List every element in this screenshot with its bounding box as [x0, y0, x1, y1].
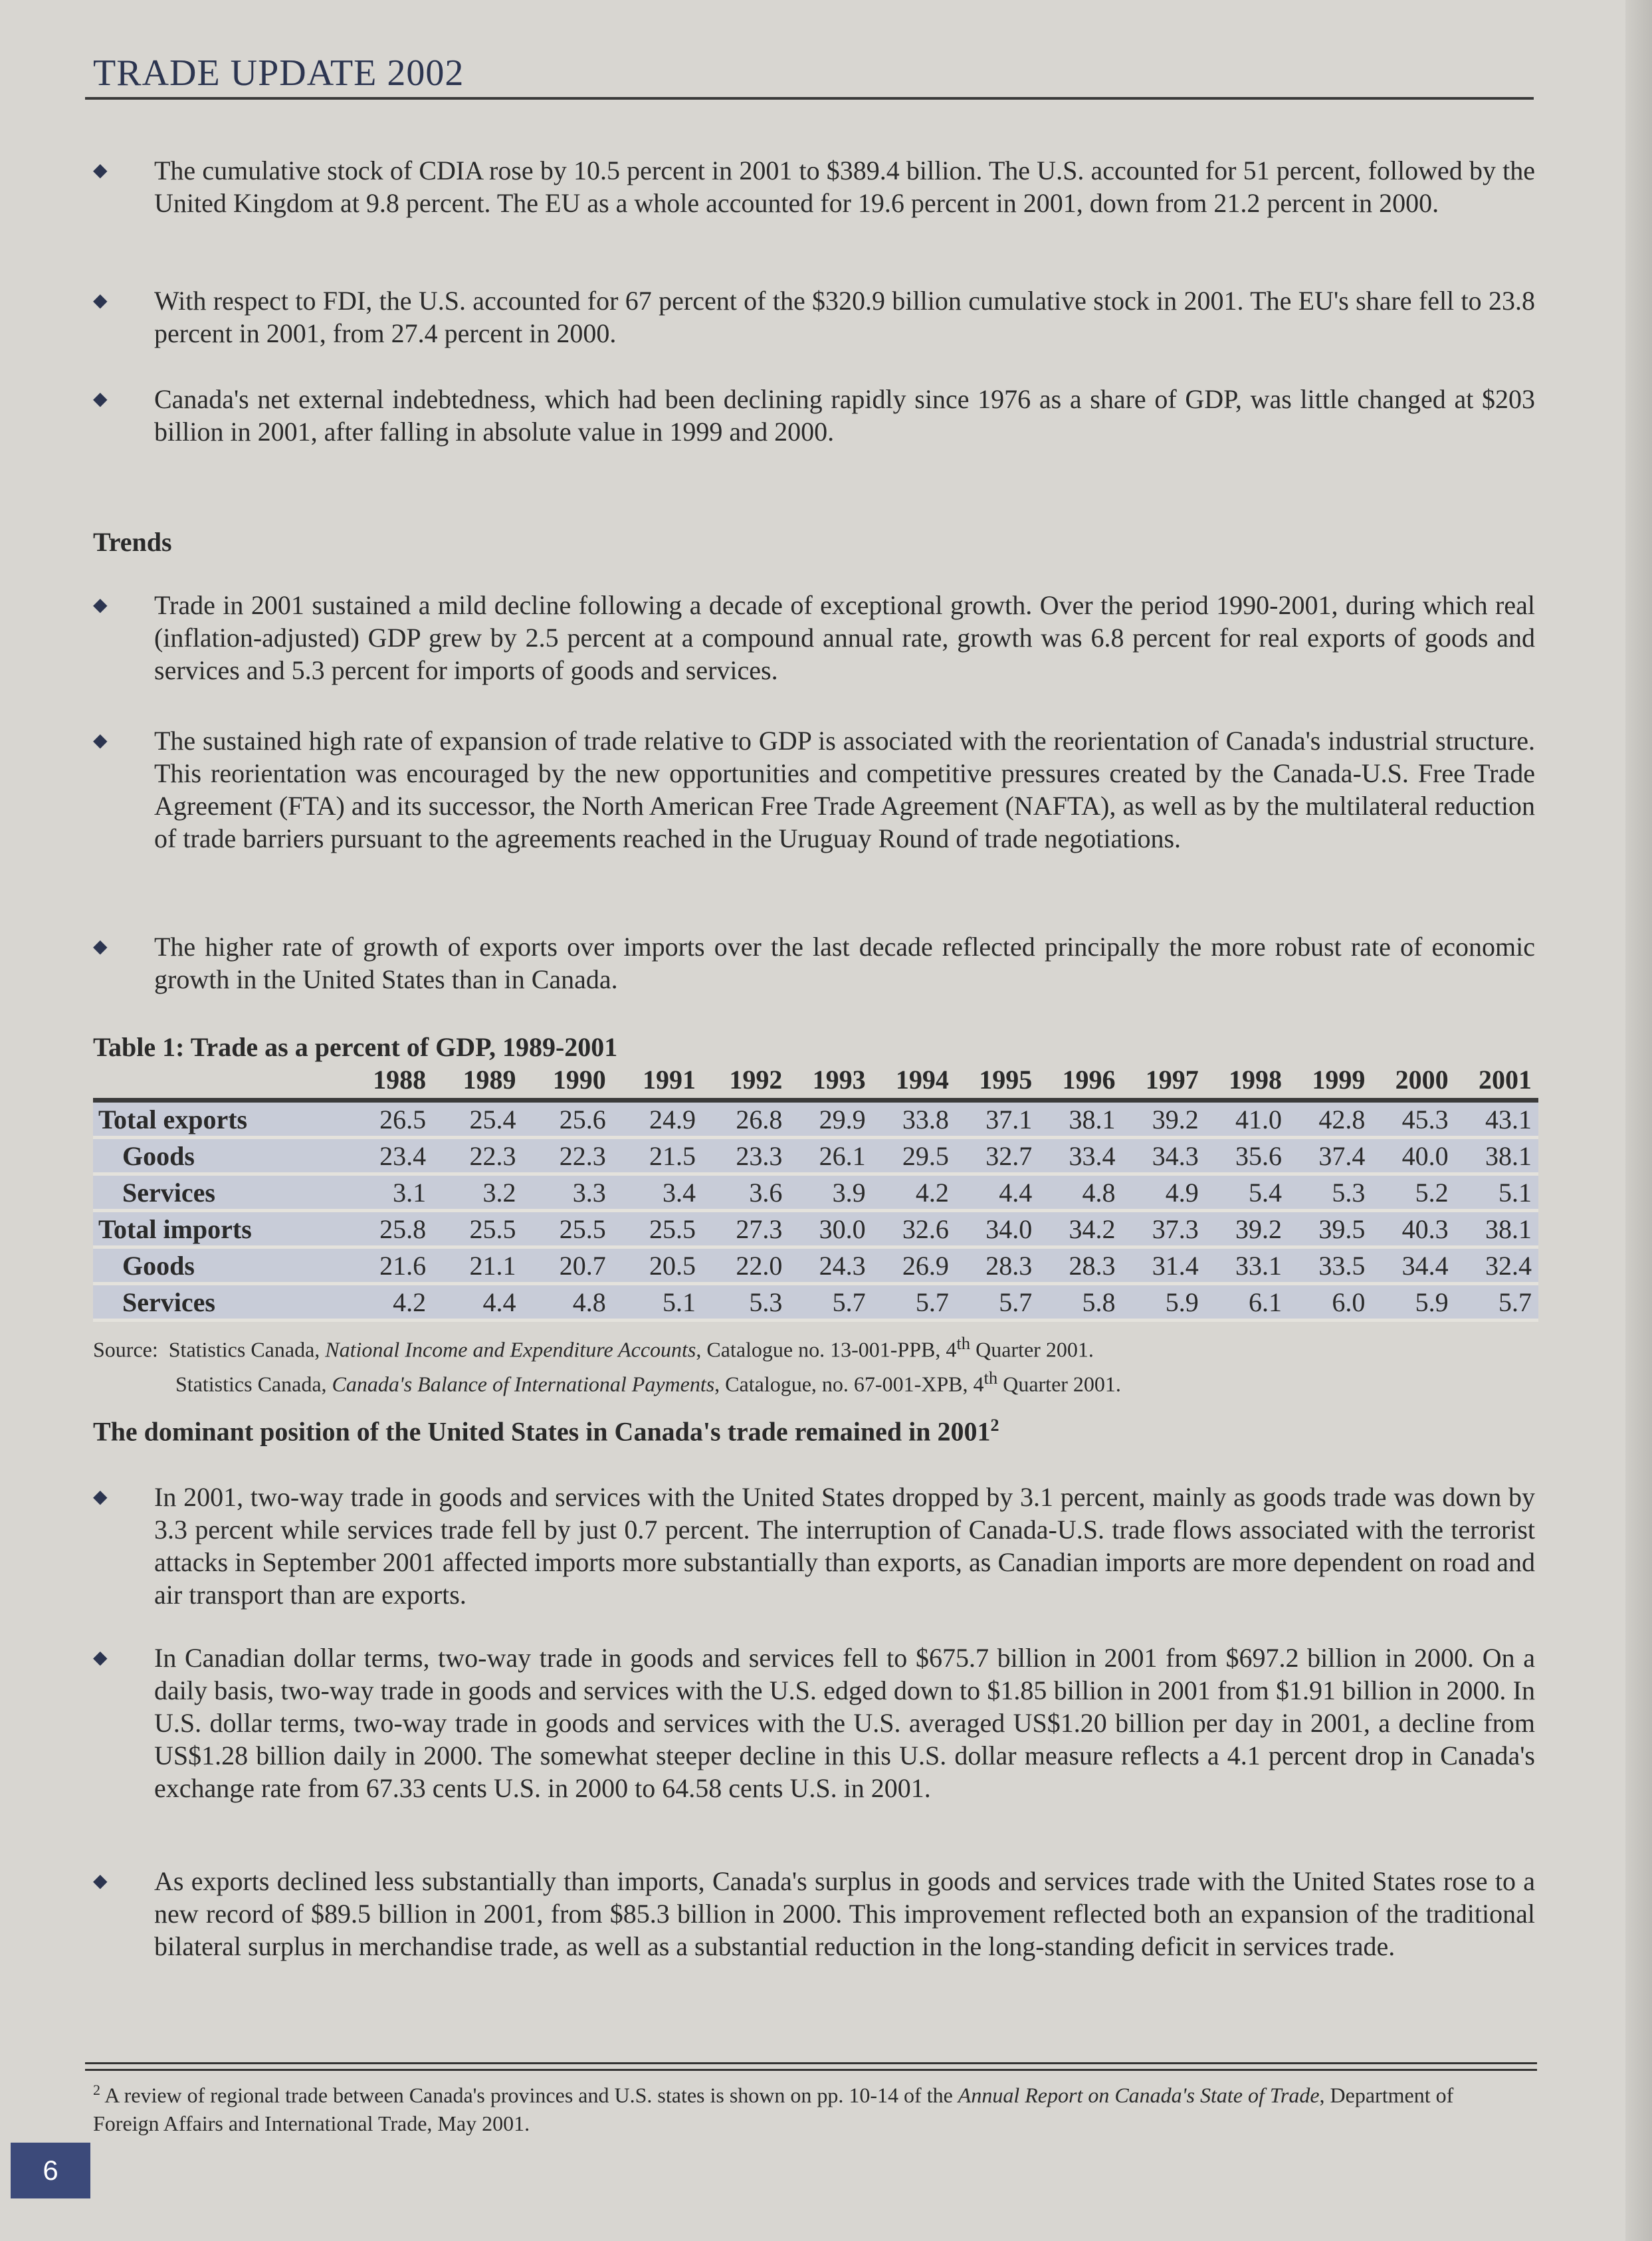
page-number: 6 [11, 2143, 90, 2198]
table-cell: 25.5 [433, 1211, 522, 1247]
table-cell: 3.9 [789, 1174, 872, 1211]
year-header: 1998 [1205, 1062, 1289, 1101]
table-cell: 25.5 [522, 1211, 612, 1247]
table-cell: 6.0 [1289, 1284, 1372, 1321]
table-cell: 30.0 [789, 1211, 872, 1247]
year-header: 1997 [1122, 1062, 1205, 1101]
table-cell: 22.3 [522, 1138, 612, 1174]
trends-heading: Trends [93, 527, 172, 557]
bullet-diamond-icon: ◆ [93, 936, 108, 957]
table-cell: 37.3 [1122, 1211, 1205, 1247]
table-cell: 25.4 [433, 1101, 522, 1138]
table-cell: 28.3 [1039, 1247, 1122, 1284]
table-cell: 26.1 [789, 1138, 872, 1174]
row-label: Total imports [93, 1211, 343, 1247]
table-cell: 34.3 [1122, 1138, 1205, 1174]
table-cell: 40.3 [1372, 1211, 1455, 1247]
table-row [93, 1138, 1538, 1174]
table-cell: 22.0 [702, 1247, 789, 1284]
table-cell: 5.4 [1205, 1174, 1289, 1211]
footnote-rule [85, 2062, 1537, 2064]
table-cell: 39.2 [1122, 1101, 1205, 1138]
bullet-diamond-icon: ◆ [93, 1648, 108, 1668]
table-row [93, 1247, 1538, 1284]
table-cell: 37.1 [956, 1101, 1039, 1138]
us-section-heading: The dominant position of the United States in Canada's trade remained in 2001$^2$ [93, 1416, 999, 1447]
footnote-rule-2 [85, 2069, 1537, 2071]
table-cell: 4.9 [1122, 1174, 1205, 1211]
table-cell: 25.8 [343, 1211, 433, 1247]
table-cell: 27.3 [702, 1211, 789, 1247]
source-line-2: Statistics Canada, Canada's Balance of International Payments, Catalogue, no. 67-001-XPB, 4th Quarter 2001. [175, 1367, 1121, 1396]
table-title: Table 1: Trade as a percent of GDP, 1989-2001 [93, 1032, 618, 1062]
table-source [93, 1329, 1121, 1398]
table-cell: 32.7 [956, 1138, 1039, 1174]
table-cell: 34.2 [1039, 1211, 1122, 1247]
table-cell: 4.8 [1039, 1174, 1122, 1211]
table-cell: 6.1 [1205, 1284, 1289, 1321]
table-row [93, 1284, 1538, 1321]
table-cell: 5.7 [1455, 1284, 1538, 1321]
year-header: 1995 [956, 1062, 1039, 1101]
year-header: 1996 [1039, 1062, 1122, 1101]
source-line-1: Source: Statistics Canada, National Income and Expenditure Accounts, Catalogue no. 13-001-PPB, 4th Quarter 2001. [93, 1333, 1094, 1362]
table-cell: 5.3 [1289, 1174, 1372, 1211]
year-header: 1990 [522, 1062, 612, 1101]
table-cell: 38.1 [1455, 1211, 1538, 1247]
table-cell: 34.4 [1372, 1247, 1455, 1284]
bullet-diamond-icon: ◆ [93, 1871, 108, 1891]
table-cell: 4.2 [873, 1174, 956, 1211]
row-label: Goods [93, 1138, 343, 1174]
table-cell: 29.9 [789, 1101, 872, 1138]
page-edge-shadow [1625, 0, 1652, 2241]
bullet-export-growth: ◆ The higher rate of growth of exports over imports over the last decade reflected principally the more robust rate of economic growth in the United States than in Canada. [93, 932, 1535, 994]
table-cell: 5.7 [956, 1284, 1039, 1321]
table-cell: 22.3 [433, 1138, 522, 1174]
running-header: TRADE UPDATE 2002 [93, 53, 465, 94]
table-cell: 5.7 [789, 1284, 872, 1321]
row-label: Total exports [93, 1101, 343, 1138]
bullet-cdia-stock: ◆ The cumulative stock of CDIA rose by 10.5 percent in 2001 to $389.4 billion. The U.S. accounted for 51 percent, followed by the United Kingdom at 9.8 percent. The EU as a whole accounted for 19.6 percent in 2001, down from 21.2 percent in 2000. [93, 156, 1535, 218]
table-cell: 4.8 [522, 1284, 612, 1321]
bullet-diamond-icon: ◆ [93, 160, 108, 181]
table-cell: 3.2 [433, 1174, 522, 1211]
bullet-diamond-icon: ◆ [93, 730, 108, 751]
table-cell: 41.0 [1205, 1101, 1289, 1138]
table-cell: 21.5 [613, 1138, 702, 1174]
table-cell: 3.1 [343, 1174, 433, 1211]
table-cell: 38.1 [1455, 1138, 1538, 1174]
table-cell: 25.6 [522, 1101, 612, 1138]
table-cell: 4.2 [343, 1284, 433, 1321]
table-cell: 3.3 [522, 1174, 612, 1211]
table-cell: 39.2 [1205, 1211, 1289, 1247]
year-header: 1989 [433, 1062, 522, 1101]
year-header: 2000 [1372, 1062, 1455, 1101]
year-header: 1994 [873, 1062, 956, 1101]
table-cell: 24.9 [613, 1101, 702, 1138]
table-cell: 20.7 [522, 1247, 612, 1284]
table-cell: 31.4 [1122, 1247, 1205, 1284]
table-row [93, 1174, 1538, 1211]
row-label: Goods [93, 1247, 343, 1284]
table-cell: 26.9 [873, 1247, 956, 1284]
table-cell: 33.1 [1205, 1247, 1289, 1284]
table-cell: 37.4 [1289, 1138, 1372, 1174]
table-cell: 4.4 [956, 1174, 1039, 1211]
table-cell: 23.3 [702, 1138, 789, 1174]
table-cell: 33.8 [873, 1101, 956, 1138]
bullet-trade-expansion: ◆ The sustained high rate of expansion of trade relative to GDP is associated with the reorientation of Canada's industrial structure. This reorientation was encouraged by the new opportunities and competitive pressures created by the Canada-U.S. Free Trade Agreement (FTA) and its successor, the North American Free Trade Agreement (NAFTA), as well as by the multilateral reduction of trade barriers pursuant to the agreements reached in the Uruguay Round of trade negotiations. [93, 726, 1535, 853]
table-row [93, 1101, 1538, 1138]
year-header: 1991 [613, 1062, 702, 1101]
table-cell: 21.1 [433, 1247, 522, 1284]
table-cell: 5.3 [702, 1284, 789, 1321]
table-cell: 29.5 [873, 1138, 956, 1174]
table-cell: 38.1 [1039, 1101, 1122, 1138]
header-rule [85, 97, 1534, 100]
table-cell: 5.9 [1372, 1284, 1455, 1321]
bullet-fdi-share: ◆ With respect to FDI, the U.S. accounted for 67 percent of the $320.9 billion cumulative stock in 2001. The EU's share fell to 23.8 percent in 2001, from 27.4 percent in 2000. [93, 286, 1535, 348]
table-cell: 5.9 [1122, 1284, 1205, 1321]
year-header: 1992 [702, 1062, 789, 1101]
year-header: 1999 [1289, 1062, 1372, 1101]
table-cell: 40.0 [1372, 1138, 1455, 1174]
table-cell: 32.4 [1455, 1247, 1538, 1284]
bullet-trade-surplus: ◆ As exports declined less substantially than imports, Canada's surplus in goods and services trade with the United States rose to a new record of $89.5 billion in 2001, from $85.3 billion in 2000. This improvement reflected both an expansion of the traditional bilateral surplus in merchandise trade, as well as a substantial reduction in the long-standing deficit in services trade. [93, 1866, 1535, 1961]
table-cell: 5.2 [1372, 1174, 1455, 1211]
bullet-diamond-icon: ◆ [93, 290, 108, 311]
table-cell: 3.4 [613, 1174, 702, 1211]
table-cell: 34.0 [956, 1211, 1039, 1247]
trade-gdp-table [93, 1062, 1538, 1322]
table-cell: 39.5 [1289, 1211, 1372, 1247]
table-cell: 23.4 [343, 1138, 433, 1174]
table-cell: 25.5 [613, 1211, 702, 1247]
bullet-trade-decline: ◆ Trade in 2001 sustained a mild decline following a decade of exceptional growth. Over the period 1990-2001, during which real (inflation-adjusted) GDP grew by 2.5 percent at a compound annual rate, growth was 6.8 percent for real exports of goods and services and 5.3 percent for imports of goods and services. [93, 590, 1535, 685]
table-cell: 35.6 [1205, 1138, 1289, 1174]
table-cell: 42.8 [1289, 1101, 1372, 1138]
table-cell: 4.4 [433, 1284, 522, 1321]
year-header: 1993 [789, 1062, 872, 1101]
table-corner [93, 1062, 343, 1101]
table-cell: 20.5 [613, 1247, 702, 1284]
table-cell: 21.6 [343, 1247, 433, 1284]
table-cell: 26.8 [702, 1101, 789, 1138]
table-cell: 24.3 [789, 1247, 872, 1284]
table-header-row [93, 1062, 1538, 1101]
table-cell: 28.3 [956, 1247, 1039, 1284]
year-header: 2001 [1455, 1062, 1538, 1101]
bullet-diamond-icon: ◆ [93, 595, 108, 615]
table-cell: 32.6 [873, 1211, 956, 1247]
row-label: Services [93, 1174, 343, 1211]
table-cell: 5.8 [1039, 1284, 1122, 1321]
row-label: Services [93, 1284, 343, 1321]
year-header: 1988 [343, 1062, 433, 1101]
table-cell: 5.7 [873, 1284, 956, 1321]
bullet-diamond-icon: ◆ [93, 1487, 108, 1507]
table-cell: 5.1 [613, 1284, 702, 1321]
table-cell: 5.1 [1455, 1174, 1538, 1211]
footnote: $^2$ A review of regional trade between Canada's provinces and U.S. states is shown on pp. 10-14 of the Annual Report on Canada's State of Trade, Department of Foreign Affairs and International Trade, May 2001. [93, 2081, 1454, 2135]
bullet-dollar-terms: ◆ In Canadian dollar terms, two-way trade in goods and services fell to $675.7 billion in 2001 from $697.2 billion in 2000. On a daily basis, two-way trade in goods and services with the U.S. edged down to $1.85 billion in 2001 from $1.91 billion in 2000. In U.S. dollar terms, two-way trade in goods and services with the U.S. averaged US$1.20 billion per day in 2001, a decline from US$1.28 billion daily in 2000. The somewhat steeper decline in this U.S. dollar measure reflects a 4.1 percent drop in Canada's exchange rate from 67.33 cents U.S. in 2000 to 64.58 cents U.S. in 2001. [93, 1643, 1535, 1803]
table-cell: 26.5 [343, 1101, 433, 1138]
table-cell: 33.4 [1039, 1138, 1122, 1174]
table-cell: 43.1 [1455, 1101, 1538, 1138]
table-cell: 33.5 [1289, 1247, 1372, 1284]
table-cell: 45.3 [1372, 1101, 1455, 1138]
table-cell: 3.6 [702, 1174, 789, 1211]
bullet-two-way-trade: ◆ In 2001, two-way trade in goods and services with the United States dropped by 3.1 percent, mainly as goods trade was down by 3.3 percent while services trade fell by just 0.7 percent. The interruption of Canada-U.S. trade flows associated with the terrorist attacks in September 2001 affected imports more substantially than exports, as Canadian imports are more dependent on road and air transport than are exports. [93, 1482, 1535, 1610]
bullet-net-indebtedness: ◆ Canada's net external indebtedness, which had been declining rapidly since 1976 as a share of GDP, was little changed at $203 billion in 2001, after falling in absolute value in 1999 and 2000. [93, 384, 1535, 447]
bullet-diamond-icon: ◆ [93, 389, 108, 409]
table-row [93, 1211, 1538, 1247]
